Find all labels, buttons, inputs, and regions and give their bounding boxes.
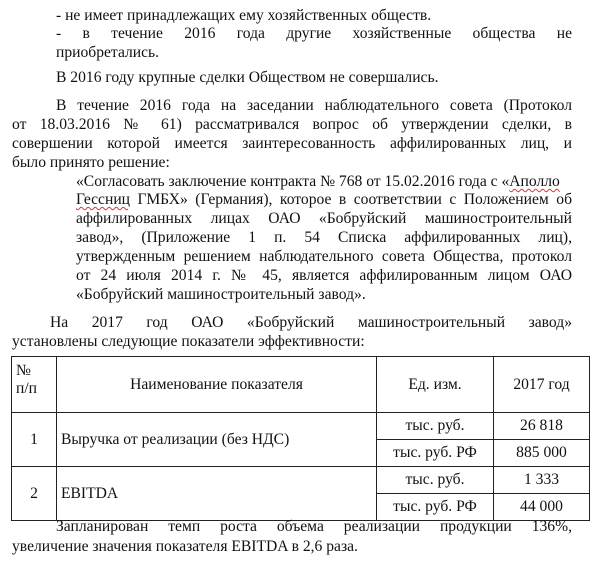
- row-2-name: EBITDA: [57, 467, 377, 521]
- quote-line-1: [76, 173, 560, 191]
- intro-bullet-2-line-1: - в течение 2016 года другие хозяйственные общества не: [56, 25, 572, 42]
- quote-line-7: «Бобруйский машиностроительный завод».: [76, 286, 366, 303]
- intro-bullet-1: - не имеет принадлежащих ему хозяйственных обществ.: [56, 7, 432, 24]
- row-2-number: 2: [12, 467, 57, 521]
- paragraph-council-line-1: В течение 2016 года на заседании наблюдательного совета (Протокол: [56, 97, 572, 114]
- paragraph-deals: В 2016 году крупные сделки Обществом не совершались.: [56, 69, 439, 86]
- row-1-number: 1: [12, 413, 57, 467]
- row-2-unit-2: тыс. руб. РФ: [377, 494, 494, 521]
- row-1-unit-2: тыс. руб. РФ: [377, 440, 494, 467]
- spellcheck-word-gessnits: Гессниц: [76, 191, 131, 208]
- spellcheck-word-apollo: Аполло: [509, 173, 560, 190]
- header-number: № п/п: [12, 357, 57, 413]
- row-2-unit-1: тыс. руб.: [377, 467, 494, 494]
- header-unit: Ед. изм.: [377, 357, 494, 413]
- row-2-value-1: 1 333: [494, 467, 590, 494]
- quote-line-6: от 24 июля 2014 г. № 45, является аффилированным лицом ОАО: [76, 267, 572, 284]
- header-year: 2017 год: [494, 357, 590, 413]
- quote-line-5: утвержденным решением наблюдательного совета Общества, протокол: [76, 248, 572, 265]
- quote-line-4: завод», (Приложение 1 п. 54 Списка аффилированных лиц),: [76, 229, 572, 246]
- table-row: [12, 413, 590, 440]
- paragraph-2017-line-1: На 2017 год ОАО «Бобруйский машиностроительный завод»: [50, 314, 572, 331]
- paragraph-council-line-3: совершении которой имеется заинтересованность аффилированных лиц, и: [12, 135, 572, 152]
- table-row: [12, 467, 590, 494]
- kpi-table: [11, 356, 590, 521]
- paragraph-council-line-2: от 18.03.2016 № 61) рассматривался вопрос об утверждении сделки, в: [12, 116, 572, 133]
- row-1-value-2: 885 000: [494, 440, 590, 467]
- row-1-value-1: 26 818: [494, 413, 590, 440]
- row-2-value-2: 44 000: [494, 494, 590, 521]
- table-header-row: [12, 357, 590, 413]
- quote-line-2: [76, 191, 572, 209]
- paragraph-council-line-4: было принято решение:: [12, 154, 170, 171]
- header-indicator-name: Наименование показателя: [57, 357, 377, 413]
- paragraph-2017-line-2: установлены следующие показатели эффективности:: [12, 333, 365, 350]
- conclusion-line-2: увеличение значения показателя EBITDA в 2,6 раза.: [12, 538, 358, 555]
- quote-line-2-text: ГМБХ» (Германия), которое в соответствии с Положением об: [130, 191, 572, 208]
- quote-line-1-text: «Согласовать заключение контракта № 768 от 15.02.2016 года с «: [76, 173, 510, 190]
- quote-line-3: аффилированных лицах ОАО «Бобруйский машиностроительный: [76, 210, 572, 227]
- row-1-name: Выручка от реализации (без НДС): [57, 413, 377, 467]
- row-1-unit-1: тыс. руб.: [377, 413, 494, 440]
- intro-bullet-2-line-2: приобретались.: [56, 44, 160, 61]
- conclusion-line-1: Запланирован темп роста объема реализации продукции 136%,: [56, 518, 572, 535]
